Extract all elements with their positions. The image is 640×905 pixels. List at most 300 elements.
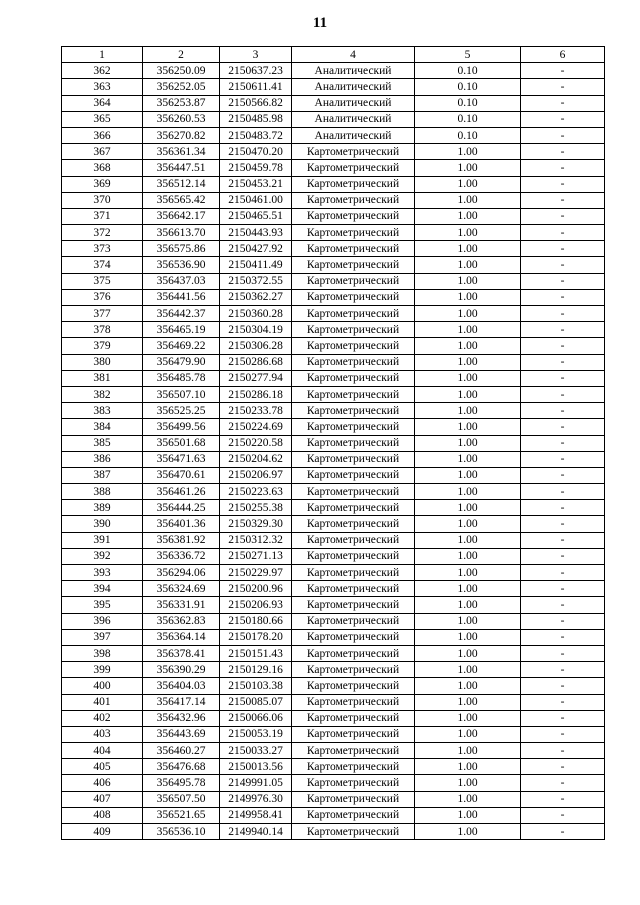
x-coordinate-cell: 356331.91 (143, 597, 220, 613)
note-cell: - (521, 467, 605, 483)
point-number-cell: 374 (62, 257, 143, 273)
note-cell: - (521, 791, 605, 807)
note-cell: - (521, 678, 605, 694)
y-coordinate-cell: 2150453.21 (220, 176, 292, 192)
y-coordinate-cell: 2150427.92 (220, 241, 292, 257)
table-row (62, 824, 605, 840)
method-cell: Картометрический (292, 629, 415, 645)
y-coordinate-cell: 2150329.30 (220, 516, 292, 532)
method-cell: Картометрический (292, 662, 415, 678)
point-number-cell: 364 (62, 95, 143, 111)
table-row (62, 597, 605, 613)
accuracy-cell: 1.00 (415, 791, 521, 807)
point-number-cell: 392 (62, 548, 143, 564)
y-coordinate-cell: 2149940.14 (220, 824, 292, 840)
note-cell: - (521, 565, 605, 581)
y-coordinate-cell: 2150066.06 (220, 710, 292, 726)
y-coordinate-cell: 2150033.27 (220, 743, 292, 759)
accuracy-cell: 1.00 (415, 645, 521, 661)
accuracy-cell: 1.00 (415, 743, 521, 759)
y-coordinate-cell: 2150286.68 (220, 354, 292, 370)
y-coordinate-cell: 2150312.32 (220, 532, 292, 548)
table-row (62, 322, 605, 338)
note-cell: - (521, 241, 605, 257)
column-header: 6 (521, 47, 605, 63)
method-cell: Картометрический (292, 403, 415, 419)
y-coordinate-cell: 2150085.07 (220, 694, 292, 710)
note-cell: - (521, 322, 605, 338)
point-number-cell: 367 (62, 144, 143, 160)
accuracy-cell: 1.00 (415, 500, 521, 516)
point-number-cell: 397 (62, 629, 143, 645)
method-cell: Картометрический (292, 160, 415, 176)
method-cell: Картометрический (292, 710, 415, 726)
note-cell: - (521, 500, 605, 516)
x-coordinate-cell: 356476.68 (143, 759, 220, 775)
table-row (62, 338, 605, 354)
point-number-cell: 405 (62, 759, 143, 775)
method-cell: Картометрический (292, 208, 415, 224)
x-coordinate-cell: 356294.06 (143, 565, 220, 581)
table-row (62, 111, 605, 127)
x-coordinate-cell: 356270.82 (143, 127, 220, 143)
y-coordinate-cell: 2150206.93 (220, 597, 292, 613)
note-cell: - (521, 419, 605, 435)
point-number-cell: 373 (62, 241, 143, 257)
x-coordinate-cell: 356461.26 (143, 484, 220, 500)
table-row (62, 629, 605, 645)
method-cell: Аналитический (292, 127, 415, 143)
method-cell: Картометрический (292, 241, 415, 257)
method-cell: Картометрический (292, 500, 415, 516)
accuracy-cell: 1.00 (415, 484, 521, 500)
y-coordinate-cell: 2150255.38 (220, 500, 292, 516)
accuracy-cell: 1.00 (415, 678, 521, 694)
method-cell: Картометрический (292, 225, 415, 241)
accuracy-cell: 1.00 (415, 759, 521, 775)
point-number-cell: 383 (62, 403, 143, 419)
y-coordinate-cell: 2150151.43 (220, 645, 292, 661)
accuracy-cell: 1.00 (415, 824, 521, 840)
point-number-cell: 378 (62, 322, 143, 338)
method-cell: Картометрический (292, 726, 415, 742)
point-number-cell: 403 (62, 726, 143, 742)
x-coordinate-cell: 356613.70 (143, 225, 220, 241)
note-cell: - (521, 629, 605, 645)
accuracy-cell: 1.00 (415, 306, 521, 322)
method-cell: Картометрический (292, 289, 415, 305)
accuracy-cell: 1.00 (415, 176, 521, 192)
note-cell: - (521, 759, 605, 775)
method-cell: Картометрический (292, 807, 415, 823)
table-row (62, 176, 605, 192)
column-header: 3 (220, 47, 292, 63)
table-row (62, 662, 605, 678)
method-cell: Картометрический (292, 467, 415, 483)
accuracy-cell: 1.00 (415, 435, 521, 451)
method-cell: Картометрический (292, 338, 415, 354)
point-number-cell: 400 (62, 678, 143, 694)
method-cell: Картометрический (292, 824, 415, 840)
table-row (62, 241, 605, 257)
accuracy-cell: 1.00 (415, 144, 521, 160)
note-cell: - (521, 127, 605, 143)
accuracy-cell: 1.00 (415, 322, 521, 338)
table-row (62, 419, 605, 435)
x-coordinate-cell: 356479.90 (143, 354, 220, 370)
point-number-cell: 408 (62, 807, 143, 823)
x-coordinate-cell: 356336.72 (143, 548, 220, 564)
accuracy-cell: 1.00 (415, 208, 521, 224)
y-coordinate-cell: 2150461.00 (220, 192, 292, 208)
accuracy-cell: 1.00 (415, 257, 521, 273)
method-cell: Картометрический (292, 419, 415, 435)
x-coordinate-cell: 356390.29 (143, 662, 220, 678)
method-cell: Картометрический (292, 451, 415, 467)
note-cell: - (521, 273, 605, 289)
y-coordinate-cell: 2150180.66 (220, 613, 292, 629)
x-coordinate-cell: 356443.69 (143, 726, 220, 742)
y-coordinate-cell: 2150306.28 (220, 338, 292, 354)
point-number-cell: 395 (62, 597, 143, 613)
column-header: 4 (292, 47, 415, 63)
y-coordinate-cell: 2149976.30 (220, 791, 292, 807)
point-number-cell: 366 (62, 127, 143, 143)
y-coordinate-cell: 2150443.93 (220, 225, 292, 241)
y-coordinate-cell: 2150277.94 (220, 370, 292, 386)
accuracy-cell: 1.00 (415, 160, 521, 176)
note-cell: - (521, 726, 605, 742)
x-coordinate-cell: 356536.90 (143, 257, 220, 273)
y-coordinate-cell: 2150223.63 (220, 484, 292, 500)
method-cell: Картометрический (292, 694, 415, 710)
table-row (62, 79, 605, 95)
table-row (62, 257, 605, 273)
table-row (62, 435, 605, 451)
accuracy-cell: 1.00 (415, 597, 521, 613)
y-coordinate-cell: 2150224.69 (220, 419, 292, 435)
method-cell: Картометрический (292, 645, 415, 661)
y-coordinate-cell: 2150233.78 (220, 403, 292, 419)
point-number-cell: 371 (62, 208, 143, 224)
note-cell: - (521, 532, 605, 548)
table-row (62, 791, 605, 807)
table-row (62, 306, 605, 322)
table-row (62, 403, 605, 419)
accuracy-cell: 1.00 (415, 565, 521, 581)
accuracy-cell: 0.10 (415, 111, 521, 127)
table-row (62, 678, 605, 694)
method-cell: Картометрический (292, 759, 415, 775)
point-number-cell: 390 (62, 516, 143, 532)
note-cell: - (521, 192, 605, 208)
table-body (62, 63, 605, 840)
x-coordinate-cell: 356465.19 (143, 322, 220, 338)
accuracy-cell: 1.00 (415, 710, 521, 726)
method-cell: Картометрический (292, 144, 415, 160)
x-coordinate-cell: 356432.96 (143, 710, 220, 726)
note-cell: - (521, 386, 605, 402)
accuracy-cell: 1.00 (415, 548, 521, 564)
point-number-cell: 363 (62, 79, 143, 95)
note-cell: - (521, 743, 605, 759)
table-row (62, 613, 605, 629)
table-row (62, 144, 605, 160)
y-coordinate-cell: 2150013.56 (220, 759, 292, 775)
method-cell: Картометрический (292, 176, 415, 192)
y-coordinate-cell: 2150220.58 (220, 435, 292, 451)
accuracy-cell: 1.00 (415, 192, 521, 208)
accuracy-cell: 1.00 (415, 354, 521, 370)
point-number-cell: 362 (62, 63, 143, 79)
table-row (62, 127, 605, 143)
table-row (62, 565, 605, 581)
point-number-cell: 369 (62, 176, 143, 192)
accuracy-cell: 1.00 (415, 467, 521, 483)
x-coordinate-cell: 356499.56 (143, 419, 220, 435)
table-row (62, 160, 605, 176)
y-coordinate-cell: 2150206.97 (220, 467, 292, 483)
x-coordinate-cell: 356501.68 (143, 435, 220, 451)
method-cell: Картометрический (292, 743, 415, 759)
table-row (62, 208, 605, 224)
note-cell: - (521, 289, 605, 305)
x-coordinate-cell: 356381.92 (143, 532, 220, 548)
table-row (62, 500, 605, 516)
point-number-cell: 387 (62, 467, 143, 483)
y-coordinate-cell: 2150362.27 (220, 289, 292, 305)
y-coordinate-cell: 2150103.38 (220, 678, 292, 694)
note-cell: - (521, 484, 605, 500)
point-number-cell: 401 (62, 694, 143, 710)
accuracy-cell: 1.00 (415, 370, 521, 386)
point-number-cell: 377 (62, 306, 143, 322)
coordinates-table (61, 46, 605, 840)
y-coordinate-cell: 2150459.78 (220, 160, 292, 176)
note-cell: - (521, 338, 605, 354)
note-cell: - (521, 370, 605, 386)
y-coordinate-cell: 2150286.18 (220, 386, 292, 402)
x-coordinate-cell: 356565.42 (143, 192, 220, 208)
accuracy-cell: 1.00 (415, 775, 521, 791)
accuracy-cell: 1.00 (415, 726, 521, 742)
point-number-cell: 404 (62, 743, 143, 759)
x-coordinate-cell: 356507.50 (143, 791, 220, 807)
point-number-cell: 399 (62, 662, 143, 678)
point-number-cell: 406 (62, 775, 143, 791)
y-coordinate-cell: 2150611.41 (220, 79, 292, 95)
y-coordinate-cell: 2150304.19 (220, 322, 292, 338)
method-cell: Картометрический (292, 435, 415, 451)
x-coordinate-cell: 356485.78 (143, 370, 220, 386)
x-coordinate-cell: 356536.10 (143, 824, 220, 840)
method-cell: Картометрический (292, 257, 415, 273)
note-cell: - (521, 144, 605, 160)
method-cell: Картометрический (292, 791, 415, 807)
note-cell: - (521, 403, 605, 419)
accuracy-cell: 1.00 (415, 273, 521, 289)
method-cell: Картометрический (292, 354, 415, 370)
x-coordinate-cell: 356417.14 (143, 694, 220, 710)
table-row (62, 645, 605, 661)
note-cell: - (521, 581, 605, 597)
point-number-cell: 389 (62, 500, 143, 516)
point-number-cell: 379 (62, 338, 143, 354)
point-number-cell: 380 (62, 354, 143, 370)
point-number-cell: 398 (62, 645, 143, 661)
method-cell: Картометрический (292, 306, 415, 322)
y-coordinate-cell: 2150483.72 (220, 127, 292, 143)
y-coordinate-cell: 2150637.23 (220, 63, 292, 79)
table-row (62, 192, 605, 208)
point-number-cell: 384 (62, 419, 143, 435)
method-cell: Аналитический (292, 95, 415, 111)
point-number-cell: 388 (62, 484, 143, 500)
point-number-cell: 409 (62, 824, 143, 840)
accuracy-cell: 1.00 (415, 338, 521, 354)
y-coordinate-cell: 2150470.20 (220, 144, 292, 160)
accuracy-cell: 1.00 (415, 419, 521, 435)
note-cell: - (521, 516, 605, 532)
point-number-cell: 368 (62, 160, 143, 176)
x-coordinate-cell: 356324.69 (143, 581, 220, 597)
x-coordinate-cell: 356437.03 (143, 273, 220, 289)
table-row (62, 775, 605, 791)
note-cell: - (521, 775, 605, 791)
point-number-cell: 391 (62, 532, 143, 548)
table-row (62, 516, 605, 532)
x-coordinate-cell: 356442.37 (143, 306, 220, 322)
note-cell: - (521, 435, 605, 451)
y-coordinate-cell: 2150200.96 (220, 581, 292, 597)
note-cell: - (521, 662, 605, 678)
note-cell: - (521, 645, 605, 661)
table-row (62, 759, 605, 775)
method-cell: Аналитический (292, 79, 415, 95)
table-row (62, 225, 605, 241)
note-cell: - (521, 225, 605, 241)
y-coordinate-cell: 2149991.05 (220, 775, 292, 791)
point-number-cell: 381 (62, 370, 143, 386)
note-cell: - (521, 306, 605, 322)
y-coordinate-cell: 2150178.20 (220, 629, 292, 645)
method-cell: Картометрический (292, 532, 415, 548)
note-cell: - (521, 694, 605, 710)
accuracy-cell: 1.00 (415, 807, 521, 823)
note-cell: - (521, 176, 605, 192)
x-coordinate-cell: 356253.87 (143, 95, 220, 111)
note-cell: - (521, 613, 605, 629)
table-row (62, 710, 605, 726)
x-coordinate-cell: 356575.86 (143, 241, 220, 257)
table-row (62, 467, 605, 483)
table-row (62, 370, 605, 386)
y-coordinate-cell: 2150204.62 (220, 451, 292, 467)
accuracy-cell: 1.00 (415, 289, 521, 305)
y-coordinate-cell: 2150053.19 (220, 726, 292, 742)
accuracy-cell: 1.00 (415, 386, 521, 402)
point-number-cell: 370 (62, 192, 143, 208)
table-header-row (62, 47, 605, 63)
method-cell: Картометрический (292, 775, 415, 791)
table-row (62, 451, 605, 467)
point-number-cell: 396 (62, 613, 143, 629)
table-row (62, 484, 605, 500)
x-coordinate-cell: 356444.25 (143, 500, 220, 516)
x-coordinate-cell: 356362.83 (143, 613, 220, 629)
x-coordinate-cell: 356404.03 (143, 678, 220, 694)
point-number-cell: 372 (62, 225, 143, 241)
accuracy-cell: 1.00 (415, 403, 521, 419)
table-row (62, 726, 605, 742)
x-coordinate-cell: 356507.10 (143, 386, 220, 402)
table-row (62, 273, 605, 289)
method-cell: Картометрический (292, 516, 415, 532)
table-row (62, 532, 605, 548)
table-row (62, 289, 605, 305)
accuracy-cell: 0.10 (415, 79, 521, 95)
x-coordinate-cell: 356361.34 (143, 144, 220, 160)
method-cell: Картометрический (292, 613, 415, 629)
point-number-cell: 407 (62, 791, 143, 807)
accuracy-cell: 1.00 (415, 532, 521, 548)
table-row (62, 354, 605, 370)
table-row (62, 548, 605, 564)
note-cell: - (521, 63, 605, 79)
accuracy-cell: 0.10 (415, 63, 521, 79)
table-row (62, 63, 605, 79)
note-cell: - (521, 451, 605, 467)
y-coordinate-cell: 2150271.13 (220, 548, 292, 564)
x-coordinate-cell: 356469.22 (143, 338, 220, 354)
point-number-cell: 386 (62, 451, 143, 467)
y-coordinate-cell: 2150372.55 (220, 273, 292, 289)
accuracy-cell: 1.00 (415, 451, 521, 467)
x-coordinate-cell: 356525.25 (143, 403, 220, 419)
y-coordinate-cell: 2150566.82 (220, 95, 292, 111)
x-coordinate-cell: 356260.53 (143, 111, 220, 127)
accuracy-cell: 0.10 (415, 95, 521, 111)
table-row (62, 95, 605, 111)
x-coordinate-cell: 356471.63 (143, 451, 220, 467)
accuracy-cell: 1.00 (415, 694, 521, 710)
table-row (62, 694, 605, 710)
y-coordinate-cell: 2150485.98 (220, 111, 292, 127)
x-coordinate-cell: 356250.09 (143, 63, 220, 79)
method-cell: Картометрический (292, 386, 415, 402)
note-cell: - (521, 111, 605, 127)
note-cell: - (521, 807, 605, 823)
accuracy-cell: 1.00 (415, 225, 521, 241)
note-cell: - (521, 354, 605, 370)
y-coordinate-cell: 2150229.97 (220, 565, 292, 581)
note-cell: - (521, 208, 605, 224)
point-number-cell: 365 (62, 111, 143, 127)
point-number-cell: 376 (62, 289, 143, 305)
note-cell: - (521, 79, 605, 95)
point-number-cell: 402 (62, 710, 143, 726)
point-number-cell: 394 (62, 581, 143, 597)
method-cell: Аналитический (292, 63, 415, 79)
y-coordinate-cell: 2149958.41 (220, 807, 292, 823)
x-coordinate-cell: 356447.51 (143, 160, 220, 176)
method-cell: Картометрический (292, 678, 415, 694)
method-cell: Картометрический (292, 484, 415, 500)
x-coordinate-cell: 356642.17 (143, 208, 220, 224)
x-coordinate-cell: 356512.14 (143, 176, 220, 192)
table-row (62, 743, 605, 759)
column-header: 5 (415, 47, 521, 63)
